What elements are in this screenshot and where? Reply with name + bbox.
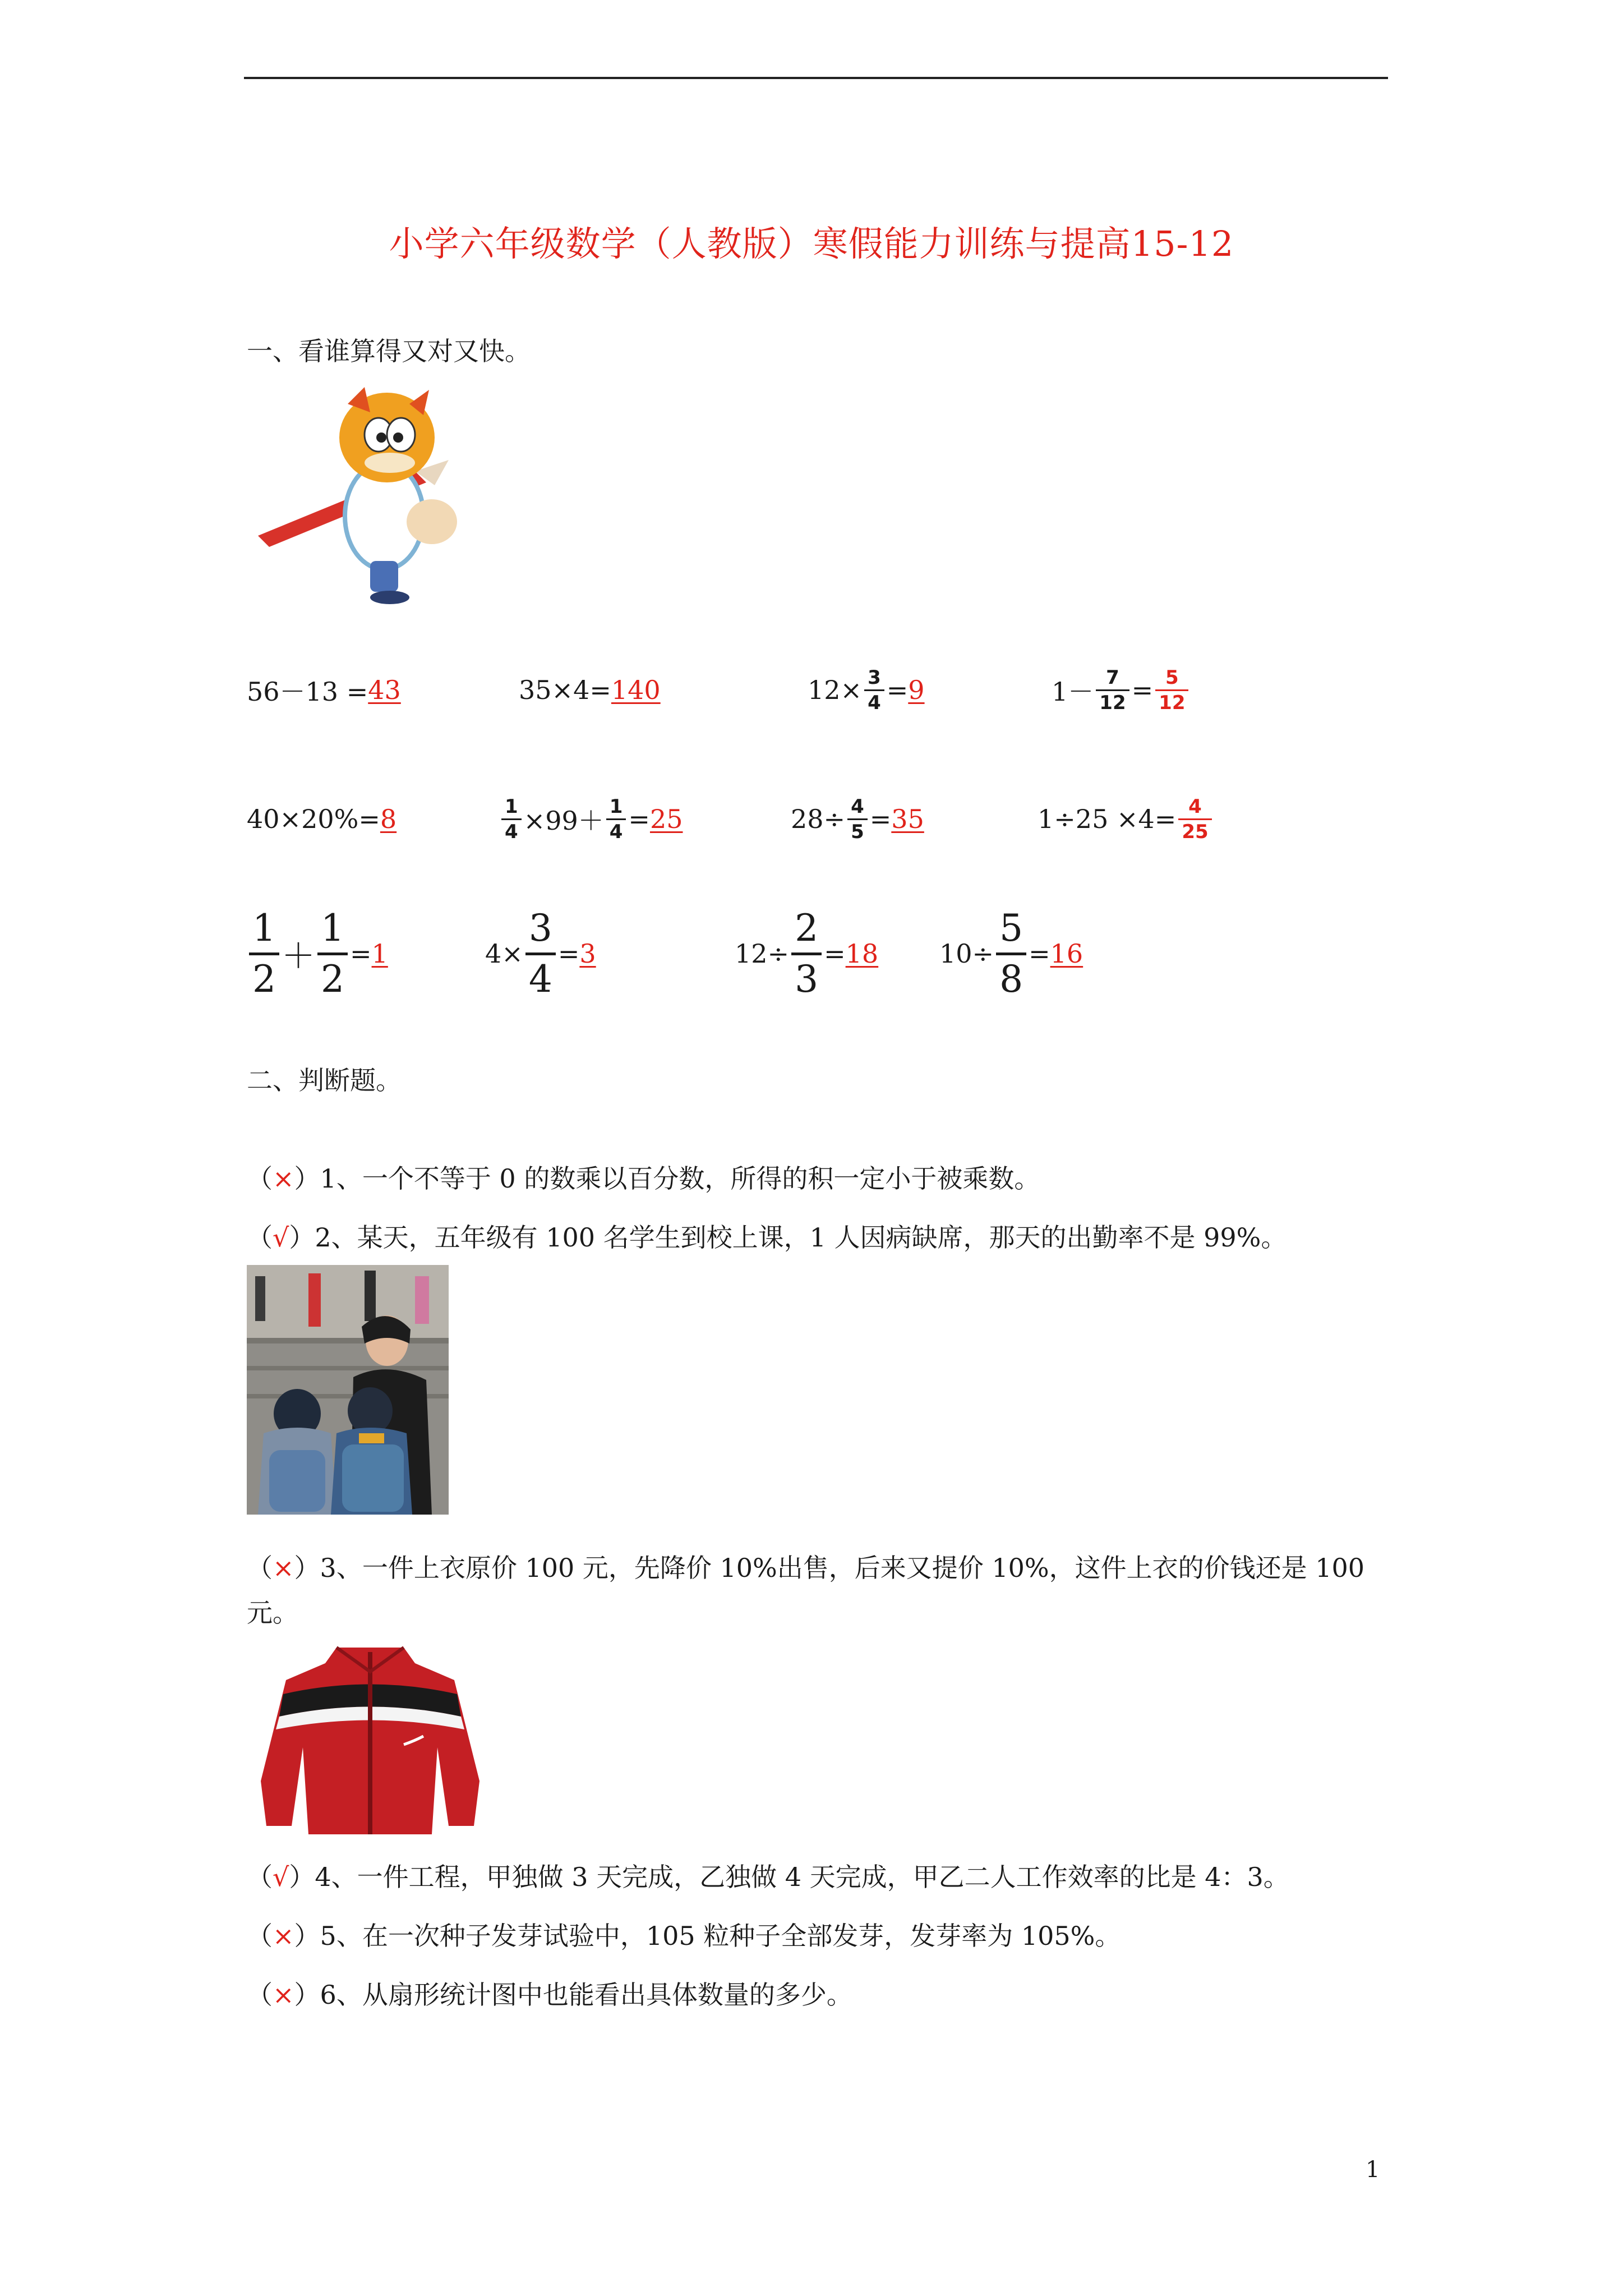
- problem-4-operand: 1－: [1052, 677, 1094, 707]
- red-jacket-image: [252, 1641, 488, 1840]
- judgement-mark: √: [273, 1862, 289, 1892]
- problem-4-answer: [1155, 668, 1188, 712]
- problem-9-fraction-2: [317, 906, 348, 1001]
- equals-sign: =: [557, 938, 580, 969]
- bracket-open: （: [247, 1980, 273, 2010]
- problem-12: [939, 906, 1083, 1001]
- problem-1-answer: 43: [368, 675, 401, 705]
- fraction-bar: [996, 953, 1026, 955]
- bracket-close: ）: [294, 1163, 320, 1194]
- bracket-open: （: [247, 1553, 273, 1583]
- fraction-numerator: 3: [868, 666, 881, 689]
- judgement-item-4: [247, 1857, 1289, 1894]
- fraction-denominator: 25: [1182, 820, 1209, 843]
- problem-9-operator: ＋: [282, 937, 315, 976]
- problem-7: [791, 783, 924, 855]
- fraction-bar: [1178, 818, 1211, 820]
- bracket-close: ）: [289, 1222, 315, 1253]
- header-rule: [244, 77, 1388, 79]
- problem-2-answer: 140: [611, 675, 661, 705]
- fraction-bar: [791, 953, 822, 955]
- problem-10: [485, 906, 596, 1001]
- problem-6-operator: ×99＋: [523, 806, 604, 836]
- judgement-statement: 4、一件工程，甲独做 3 天完成，乙独做 4 天完成，甲乙二人工作效率的比是 4：3。: [315, 1862, 1289, 1892]
- judgement-item-5: [247, 1916, 1121, 1953]
- fraction-numerator: 1: [252, 906, 276, 950]
- fraction-numerator: 2: [795, 906, 819, 950]
- problem-7-fraction: [847, 797, 868, 841]
- equals-sign: =: [824, 938, 846, 969]
- fraction-numerator: 4: [851, 795, 864, 818]
- fraction-denominator: 8: [999, 957, 1023, 1001]
- problem-3-operand: 12×: [808, 675, 863, 705]
- problem-5-answer: 8: [380, 804, 397, 834]
- equals-sign: =: [628, 804, 650, 834]
- fraction-bar: [249, 953, 279, 955]
- judgement-statement: 3、一件上衣原价 100 元，先降价 10%出售，后来又提价 10%，这件上衣的价钱还是 100 元。: [247, 1553, 1365, 1628]
- problem-11-answer: 18: [845, 938, 879, 969]
- judgement-item-1: [247, 1158, 1040, 1195]
- fraction-bar: [864, 689, 884, 691]
- bracket-open: （: [247, 1862, 273, 1892]
- fraction-denominator: 12: [1159, 691, 1186, 714]
- fraction-denominator: 5: [851, 820, 864, 843]
- problem-9-answer: 1: [371, 938, 388, 969]
- problem-7-answer: 35: [891, 804, 924, 834]
- judgement-item-6: [247, 1975, 852, 2012]
- judgement-item-3: [247, 1545, 1391, 1635]
- fraction-bar: [1096, 689, 1129, 691]
- judgement-mark: ×: [273, 1921, 294, 1951]
- fraction-numerator: 1: [321, 906, 344, 950]
- fraction-numerator: 1: [505, 795, 518, 818]
- problem-9: [247, 906, 388, 1001]
- fraction-denominator: 2: [321, 957, 344, 1001]
- judgement-statement: 5、在一次种子发芽试验中，105 粒种子全部发芽，发芽率为 105%。: [320, 1921, 1121, 1951]
- fraction-numerator: 5: [1165, 666, 1179, 689]
- equals-sign: =: [1029, 938, 1050, 969]
- problem-4-fraction: [1096, 668, 1129, 712]
- problem-2-expression: 35×4=: [519, 675, 611, 705]
- problem-5: [247, 783, 396, 855]
- fraction-bar: [317, 953, 348, 955]
- fraction-bar: [525, 953, 556, 955]
- problem-4: [1052, 654, 1191, 726]
- problem-8-expression: 1÷25 ×4=: [1038, 804, 1177, 834]
- equals-sign: =: [869, 804, 892, 834]
- problem-3-answer: 9: [908, 675, 925, 705]
- judgement-mark: √: [273, 1222, 289, 1253]
- fraction-denominator: 4: [528, 957, 552, 1001]
- judgement-statement: 6、从扇形统计图中也能看出具体数量的多少。: [320, 1980, 852, 2010]
- bracket-open: （: [247, 1921, 273, 1951]
- students-photo: [247, 1265, 449, 1515]
- judgement-statement: 1、一个不等于 0 的数乘以百分数，所得的积一定小于被乘数。: [320, 1163, 1040, 1194]
- problem-10-fraction: [525, 906, 556, 1001]
- fraction-bar: [1155, 689, 1188, 691]
- problem-6: [499, 783, 683, 855]
- problem-6-answer: 25: [649, 804, 683, 834]
- fraction-bar: [847, 818, 868, 820]
- problem-11: [735, 906, 879, 1001]
- page-number: 1: [1366, 2157, 1380, 2183]
- cartoon-mascot-image: [247, 381, 516, 606]
- fraction-numerator: 5: [999, 906, 1023, 950]
- fraction-denominator: 2: [252, 957, 276, 1001]
- problem-12-fraction: [996, 906, 1026, 1001]
- equals-sign: =: [886, 675, 909, 705]
- fraction-denominator: 4: [505, 820, 518, 843]
- bracket-close: ）: [289, 1862, 315, 1892]
- bracket-open: （: [247, 1163, 273, 1194]
- judgement-item-2: [247, 1217, 1287, 1254]
- fraction-denominator: 4: [868, 691, 881, 714]
- fraction-denominator: 4: [609, 820, 623, 843]
- fraction-numerator: 7: [1106, 666, 1119, 689]
- fraction-numerator: 4: [1188, 795, 1202, 818]
- problem-6-fraction-2: [606, 797, 626, 841]
- bracket-close: ）: [294, 1921, 320, 1951]
- judgement-mark: ×: [273, 1553, 294, 1583]
- problem-6-fraction-1: [501, 797, 522, 841]
- fraction-bar: [606, 818, 626, 820]
- problem-7-operand: 28÷: [791, 804, 846, 834]
- document-title: 小学六年级数学（人教版）寒假能力训练与提高15-12: [389, 223, 1234, 264]
- judgement-mark: ×: [273, 1163, 294, 1194]
- equals-sign: =: [350, 938, 372, 969]
- fraction-bar: [501, 818, 522, 820]
- equals-sign: =: [1131, 675, 1154, 705]
- fraction-denominator: 12: [1099, 691, 1126, 714]
- problem-2: [519, 654, 661, 726]
- section-heading-calculation: 一、看谁算得又对又快。: [247, 336, 531, 366]
- bracket-close: ）: [294, 1980, 320, 2010]
- section-heading-judgement: 二、判断题。: [247, 1065, 402, 1096]
- problem-8-answer: [1178, 797, 1211, 841]
- judgement-mark: ×: [273, 1980, 294, 2010]
- problem-12-answer: 16: [1050, 938, 1083, 969]
- problem-12-operand: 10÷: [939, 938, 994, 969]
- problem-1: [247, 654, 401, 726]
- problem-10-operand: 4×: [485, 938, 523, 969]
- problem-5-expression: 40×20%=: [247, 804, 380, 834]
- judgement-statement: 2、某天，五年级有 100 名学生到校上课，1 人因病缺席，那天的出勤率不是 99%。: [315, 1222, 1287, 1253]
- bracket-close: ）: [294, 1553, 320, 1583]
- problem-9-fraction-1: [249, 906, 279, 1001]
- bracket-open: （: [247, 1222, 273, 1253]
- fraction-numerator: 1: [609, 795, 623, 818]
- problem-11-fraction: [791, 906, 822, 1001]
- fraction-numerator: 3: [528, 906, 552, 950]
- problem-11-operand: 12÷: [735, 938, 790, 969]
- problem-3-fraction: [864, 668, 884, 712]
- problem-1-expression: 56－13 =: [247, 677, 368, 707]
- problem-8: [1038, 783, 1214, 855]
- problem-3: [808, 654, 925, 726]
- fraction-denominator: 3: [795, 957, 819, 1001]
- problem-10-answer: 3: [579, 938, 596, 969]
